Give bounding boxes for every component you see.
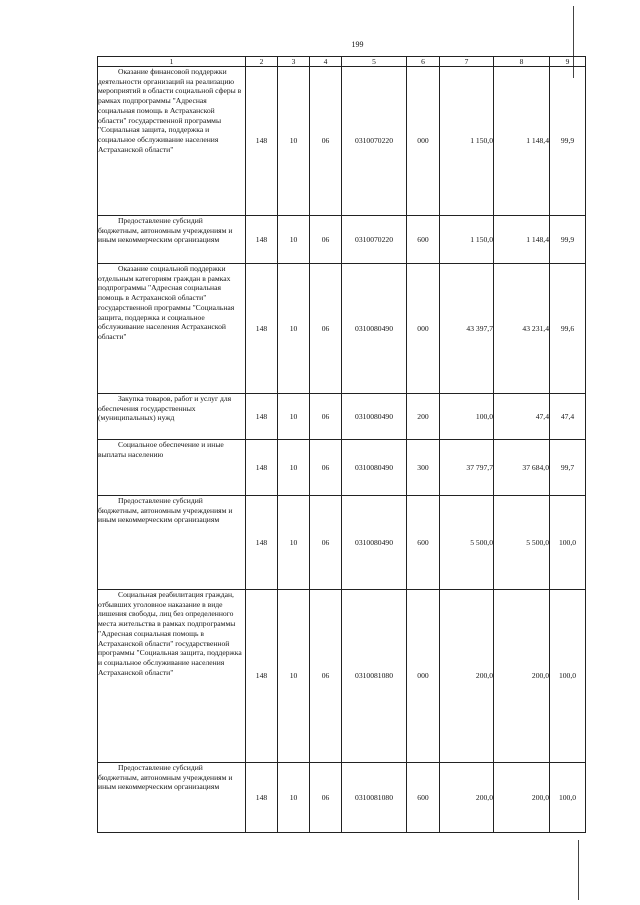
- cell-col4: 06: [310, 590, 342, 763]
- cell-col7: 1 150,0: [440, 67, 494, 216]
- cell-col6: 600: [407, 763, 440, 833]
- row-name: Предоставление субсидий бюджетным, автономным учреждениям и иным некоммерческим организациям: [98, 763, 233, 792]
- column-header: 1: [98, 57, 246, 67]
- cell-col5: 0310080490: [342, 440, 407, 496]
- cell-col9: 100,0: [550, 763, 586, 833]
- cell-col9: 99,7: [550, 440, 586, 496]
- cell-col8: 200,0: [494, 763, 550, 833]
- cell-col7: 200,0: [440, 763, 494, 833]
- cell-col2: 148: [246, 216, 278, 264]
- cell-col4: 06: [310, 440, 342, 496]
- cell-col4: 06: [310, 394, 342, 440]
- cell-col8: 5 500,0: [494, 496, 550, 590]
- cell-col3: 10: [278, 394, 310, 440]
- cell-col8: 1 148,4: [494, 67, 550, 216]
- cell-col4: 06: [310, 496, 342, 590]
- cell-col5: 0310070220: [342, 216, 407, 264]
- cell-col3: 10: [278, 496, 310, 590]
- cell-col8: 1 148,4: [494, 216, 550, 264]
- cell-col7: 43 397,7: [440, 264, 494, 394]
- cell-col6: 000: [407, 264, 440, 394]
- cell-col6: 300: [407, 440, 440, 496]
- cell-col6: 000: [407, 590, 440, 763]
- table-row: [98, 763, 586, 833]
- cell-col5: 0310081080: [342, 763, 407, 833]
- row-name-cell: [98, 440, 246, 496]
- cell-col2: 148: [246, 67, 278, 216]
- column-header: 6: [407, 57, 440, 67]
- row-name-cell: [98, 590, 246, 763]
- cell-col7: 1 150,0: [440, 216, 494, 264]
- cell-col2: 148: [246, 264, 278, 394]
- cell-col9: 100,0: [550, 590, 586, 763]
- row-name: Оказание социальной поддержки отдельным категориям граждан в рамках подпрограммы "Адресная социальная помощь в Астраханской области" государственной программы "Социальная защита, поддержка и социальное обслуживание населения Астраханской области": [98, 264, 235, 342]
- cell-col2: 148: [246, 590, 278, 763]
- column-header: 5: [342, 57, 407, 67]
- cell-col2: 148: [246, 440, 278, 496]
- column-header: 7: [440, 57, 494, 67]
- column-header: 9: [550, 57, 586, 67]
- cell-col4: 06: [310, 216, 342, 264]
- cell-col3: 10: [278, 216, 310, 264]
- cell-col3: 10: [278, 440, 310, 496]
- cell-col9: 47,4: [550, 394, 586, 440]
- cell-col3: 10: [278, 763, 310, 833]
- cell-col8: 37 684,0: [494, 440, 550, 496]
- cell-col7: 5 500,0: [440, 496, 494, 590]
- budget-table: [97, 56, 586, 833]
- cell-col3: 10: [278, 590, 310, 763]
- table-row: [98, 496, 586, 590]
- cell-col6: 600: [407, 216, 440, 264]
- table-row: [98, 440, 586, 496]
- cell-col9: 99,9: [550, 216, 586, 264]
- cell-col5: 0310070220: [342, 67, 407, 216]
- cell-col9: 100,0: [550, 496, 586, 590]
- row-name: Социальное обеспечение и иные выплаты населению: [98, 440, 224, 459]
- row-name: Социальная реабилитация граждан, отбывших уголовное наказание в виде лишения свободы, лиц без определенного места жительства в рамках подпрограммы "Адресная социальная помощь в Астраханской области" государственной программы "Социальная защита, поддержка и социальное обслуживание населения Астраханской области": [98, 590, 242, 677]
- row-name: Закупка товаров, работ и услуг для обеспечения государственных (муниципальных) нужд: [98, 394, 232, 423]
- cell-col9: 99,9: [550, 67, 586, 216]
- cell-col2: 148: [246, 496, 278, 590]
- row-name-cell: [98, 216, 246, 264]
- cell-col9: 99,6: [550, 264, 586, 394]
- table-row: [98, 264, 586, 394]
- scan-artifact-line: [578, 840, 579, 900]
- cell-col4: 06: [310, 264, 342, 394]
- cell-col3: 10: [278, 264, 310, 394]
- table-row: [98, 394, 586, 440]
- cell-col5: 0310081080: [342, 590, 407, 763]
- row-name-cell: [98, 496, 246, 590]
- row-name-cell: [98, 67, 246, 216]
- cell-col6: 600: [407, 496, 440, 590]
- cell-col8: 200,0: [494, 590, 550, 763]
- row-name: Предоставление субсидий бюджетным, автономным учреждениям и иным некоммерческим организациям: [98, 216, 233, 245]
- cell-col3: 10: [278, 67, 310, 216]
- page-number: 199: [351, 40, 364, 49]
- cell-col7: 37 797,7: [440, 440, 494, 496]
- row-name-cell: [98, 264, 246, 394]
- cell-col5: 0310080490: [342, 496, 407, 590]
- cell-col2: 148: [246, 763, 278, 833]
- column-header: 2: [246, 57, 278, 67]
- cell-col4: 06: [310, 763, 342, 833]
- cell-col6: 200: [407, 394, 440, 440]
- cell-col7: 100,0: [440, 394, 494, 440]
- cell-col8: 43 231,4: [494, 264, 550, 394]
- column-header: 8: [494, 57, 550, 67]
- cell-col5: 0310080490: [342, 264, 407, 394]
- cell-col4: 06: [310, 67, 342, 216]
- cell-col8: 47,4: [494, 394, 550, 440]
- cell-col2: 148: [246, 394, 278, 440]
- table-row: [98, 216, 586, 264]
- row-name: Оказание финансовой поддержки деятельности организаций на реализацию мероприятий в области социальной сферы в рамках подпрограммы "Адресная социальная помощь в Астраханской области" государственной программы "Социальная защита, поддержка и социальное обслуживание населения Астраханской области": [98, 67, 242, 154]
- cell-col7: 200,0: [440, 590, 494, 763]
- cell-col5: 0310080490: [342, 394, 407, 440]
- column-header: 4: [310, 57, 342, 67]
- row-name-cell: [98, 763, 246, 833]
- row-name-cell: [98, 394, 246, 440]
- row-name: Предоставление субсидий бюджетным, автономным учреждениям и иным некоммерческим организациям: [98, 496, 233, 525]
- table-header-row: [98, 57, 586, 67]
- table-row: [98, 590, 586, 763]
- column-header: 3: [278, 57, 310, 67]
- cell-col6: 000: [407, 67, 440, 216]
- table-row: [98, 67, 586, 216]
